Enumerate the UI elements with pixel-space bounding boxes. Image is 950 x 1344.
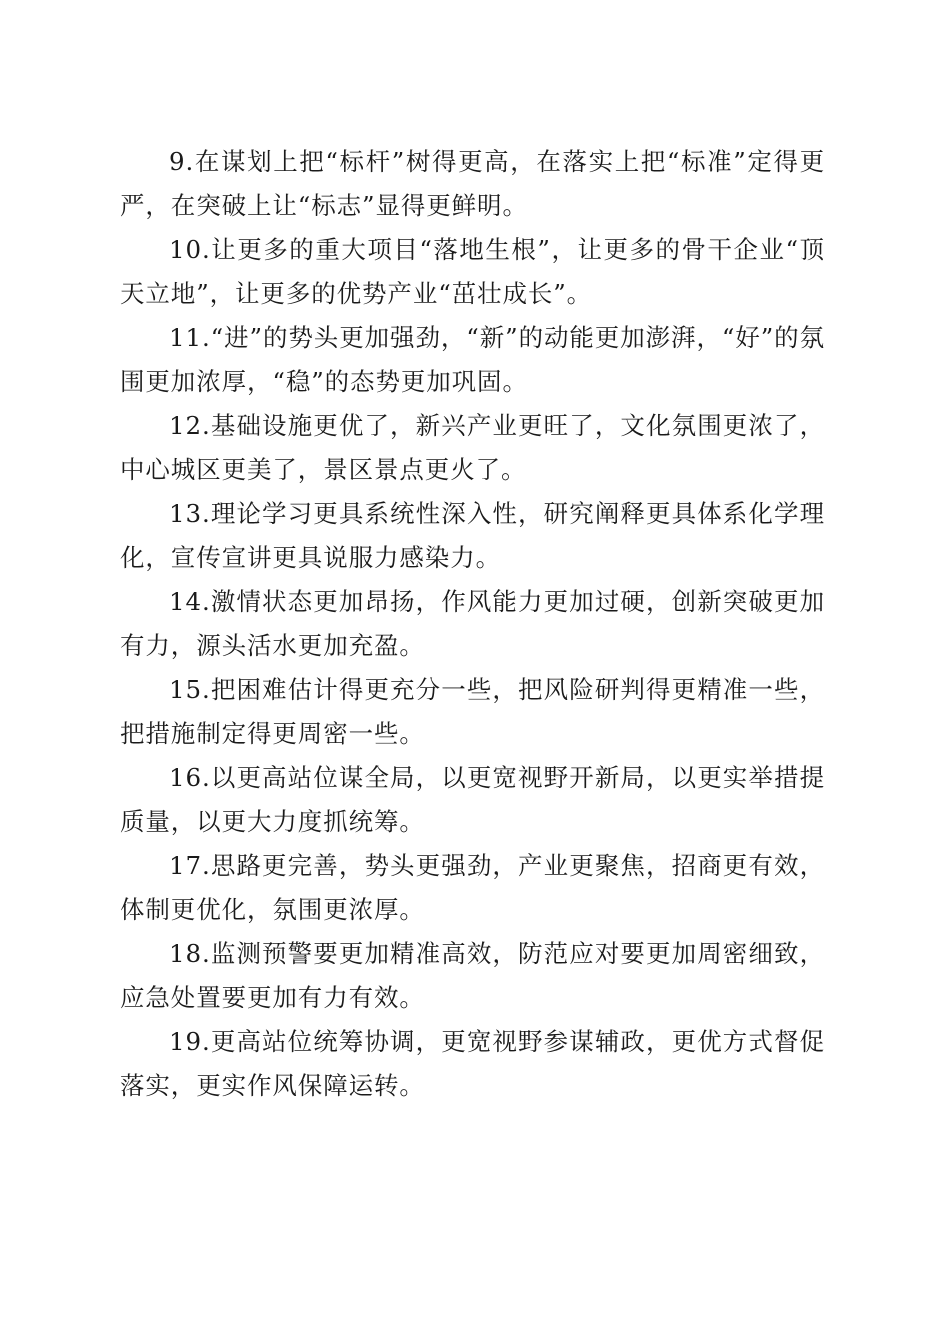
paragraph-15: 15.把困难估计得更充分一些，把风险研判得更精准一些，把措施制定得更周密一些。 (120, 675, 825, 748)
paragraph-12: 12.基础设施更优了，新兴产业更旺了，文化氛围更浓了，中心城区更美了，景区景点更火了。 (120, 411, 825, 484)
paragraph-10: 10.让更多的重大项目“落地生根”，让更多的骨干企业“顶天立地”，让更多的优势产业“茁壮成长”。 (120, 235, 825, 308)
paragraph-18: 18.监测预警要更加精准高效，防范应对要更加周密细致，应急处置要更加有力有效。 (120, 939, 825, 1012)
paragraph-17: 17.思路更完善，势头更强劲，产业更聚焦，招商更有效，体制更优化，氛围更浓厚。 (120, 851, 825, 924)
paragraph-13: 13.理论学习更具系统性深入性，研究阐释更具体系化学理化，宣传宣讲更具说服力感染力。 (120, 499, 825, 572)
paragraph-19: 19.更高站位统筹协调，更宽视野参谋辅政，更优方式督促落实，更实作风保障运转。 (120, 1027, 825, 1100)
paragraph-11: 11.“进”的势头更加强劲，“新”的动能更加澎湃，“好”的氛围更加浓厚，“稳”的态势更加巩固。 (120, 323, 825, 396)
paragraph-14: 14.激情状态更加昂扬，作风能力更加过硬，创新突破更加有力，源头活水更加充盈。 (120, 587, 825, 660)
document-body (120, 140, 825, 1108)
paragraph-9: 9.在谋划上把“标杆”树得更高，在落实上把“标准”定得更严，在突破上让“标志”显得更鲜明。 (120, 147, 825, 220)
paragraph-16: 16.以更高站位谋全局，以更宽视野开新局，以更实举措提质量，以更大力度抓统筹。 (120, 763, 825, 836)
